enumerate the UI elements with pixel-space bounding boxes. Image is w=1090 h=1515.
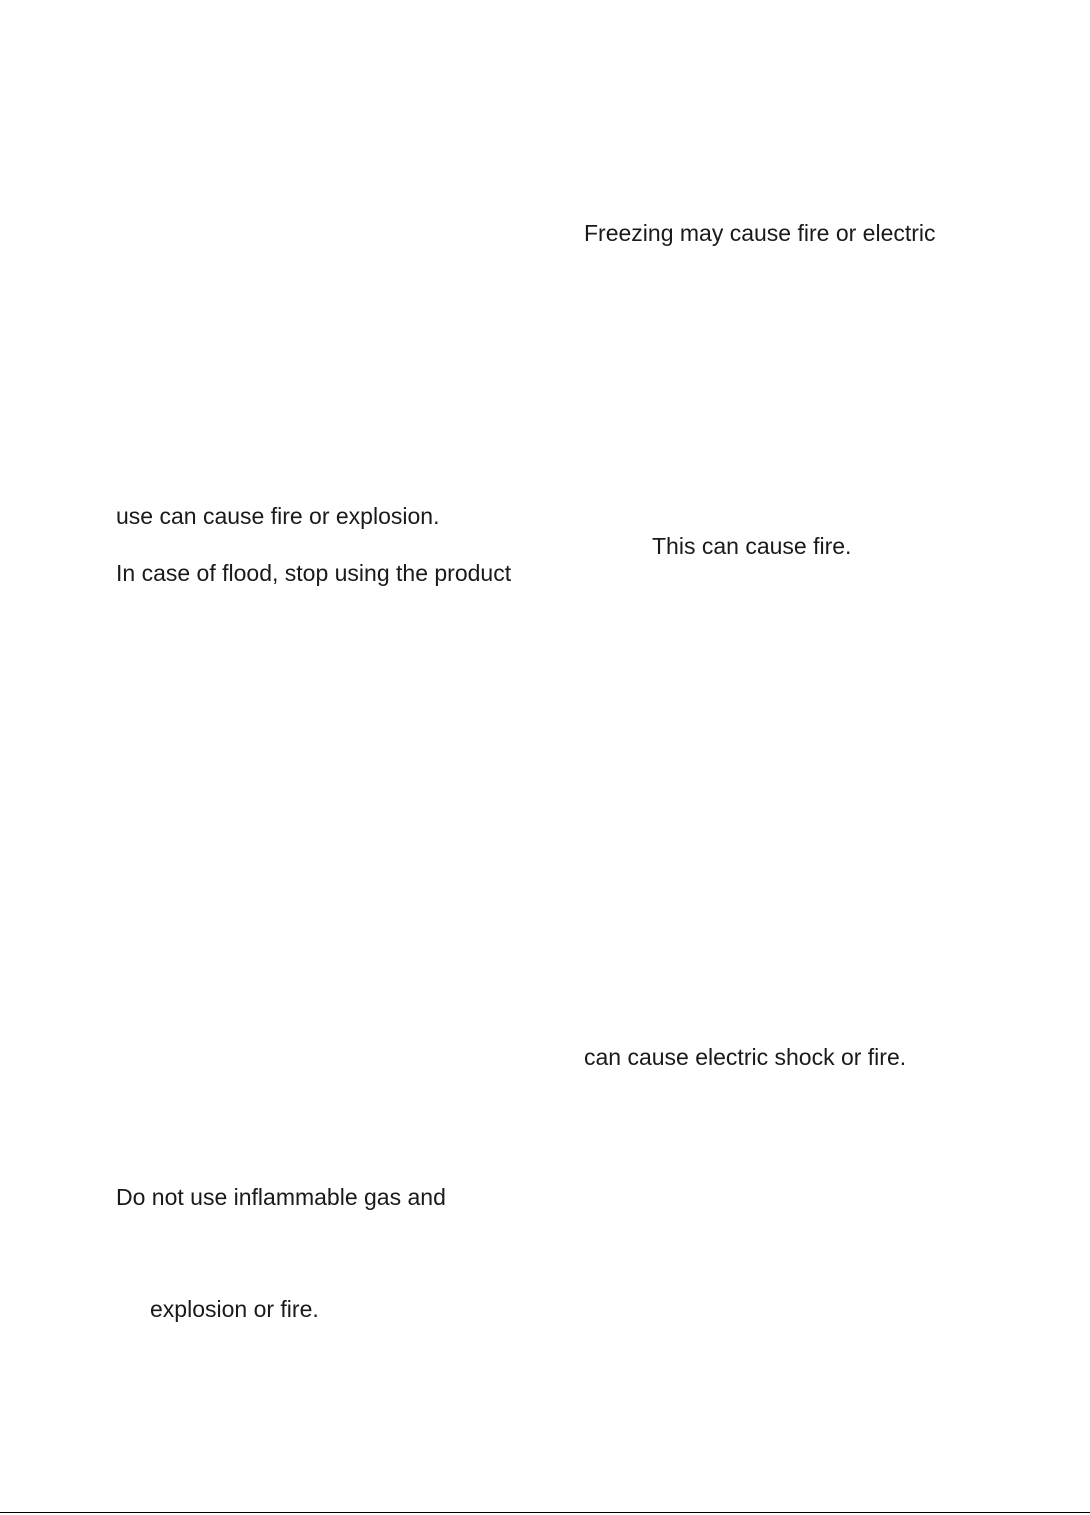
- text-fragment-explosion: explosion or fire.: [150, 1296, 319, 1322]
- text-fragment-freezing: Freezing may cause fire or electric: [584, 220, 936, 246]
- text-fragment-electric-shock: can cause electric shock or fire.: [584, 1044, 907, 1070]
- text-fragment-inflammable-gas: Do not use inflammable gas and: [116, 1184, 446, 1210]
- text-fragment-can-cause-fire: This can cause fire.: [652, 533, 852, 559]
- text-fragment-use-cause: use can cause fire or explosion.: [116, 503, 440, 529]
- page-bottom-rule: [0, 1512, 1090, 1513]
- text-fragment-flood: In case of flood, stop using the product: [116, 560, 512, 586]
